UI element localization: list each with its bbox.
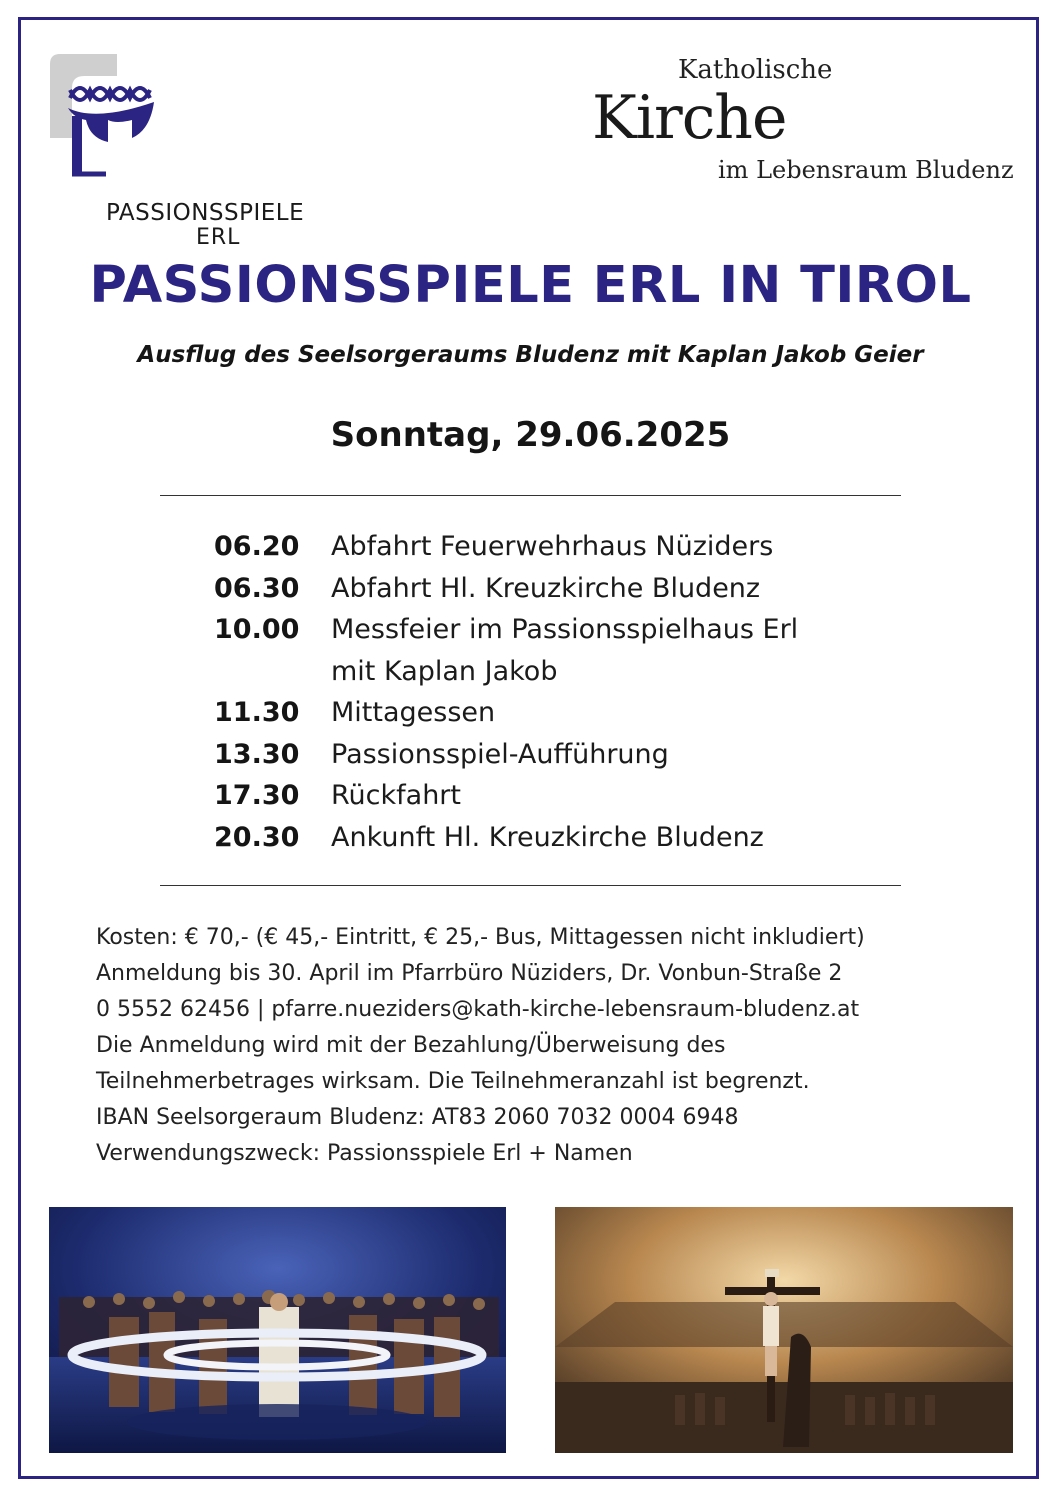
info-costs: Kosten: € 70,- (€ 45,- Eintritt, € 25,- Bus, Mittagessen nicht inkludiert) bbox=[96, 925, 865, 950]
info-payment-note: Die Anmeldung wird mit der Bezahlung/Überweisung des bbox=[96, 1033, 726, 1058]
schedule-desc: mit Kaplan Jakob bbox=[331, 655, 558, 687]
info-iban: IBAN Seelsorgeraum Bludenz: AT83 2060 7032 0004 6948 bbox=[96, 1105, 739, 1130]
schedule-desc: Ankunft Hl. Kreuzkirche Bludenz bbox=[331, 821, 764, 853]
schedule-row bbox=[214, 817, 914, 859]
schedule-row bbox=[214, 526, 914, 568]
info-block bbox=[96, 920, 996, 1172]
schedule-row bbox=[214, 651, 914, 693]
schedule-time: 17.30 bbox=[214, 780, 300, 811]
church-logo-line2: Kirche bbox=[592, 83, 787, 153]
schedule-time bbox=[214, 651, 331, 693]
crown-of-thorns-icon bbox=[46, 50, 166, 180]
schedule-time: 13.30 bbox=[214, 738, 300, 770]
schedule-time: 10.00 bbox=[214, 614, 300, 645]
schedule-row bbox=[214, 568, 914, 610]
info-payment-note-2: Teilnehmerbetrages wirksam. Die Teilnehmeranzahl ist begrenzt. bbox=[96, 1069, 810, 1094]
crucifixion-photo bbox=[555, 1207, 1013, 1453]
schedule-row bbox=[214, 775, 914, 817]
last-supper-photo bbox=[49, 1207, 506, 1453]
schedule-desc: Rückfahrt bbox=[331, 780, 461, 811]
schedule-desc: Abfahrt Feuerwehrhaus Nüziders bbox=[331, 531, 774, 562]
info-reference: Verwendungszweck: Passionsspiele Erl + Namen bbox=[96, 1141, 633, 1166]
page-subtitle: Ausflug des Seelsorgeraums Bludenz mit Kaplan Jakob Geier bbox=[137, 342, 924, 368]
schedule-time: 20.30 bbox=[214, 821, 300, 853]
schedule-list bbox=[214, 526, 914, 858]
katholische-kirche-logo bbox=[590, 55, 1020, 195]
logo-text-line2: ERL bbox=[196, 225, 241, 250]
info-registration: Anmeldung bis 30. April im Pfarrbüro Nüziders, Dr. Vonbun-Straße 2 bbox=[96, 961, 843, 986]
schedule-time: 11.30 bbox=[214, 697, 300, 728]
schedule-desc: Passionsspiel-Aufführung bbox=[331, 738, 669, 770]
church-logo-line3: im Lebensraum Bludenz bbox=[718, 156, 1014, 184]
schedule-row bbox=[214, 692, 914, 734]
schedule-time: 06.30 bbox=[214, 572, 300, 604]
schedule-row bbox=[214, 609, 914, 651]
info-contact: 0 5552 62456 | pfarre.nueziders@kath-kirche-lebensraum-bludenz.at bbox=[96, 997, 860, 1022]
page-title: PASSIONSSPIELE ERL IN TIROL bbox=[89, 256, 972, 315]
passionsspiele-logo bbox=[46, 50, 336, 250]
schedule-desc: Mittagessen bbox=[331, 697, 496, 728]
event-date: Sonntag, 29.06.2025 bbox=[330, 415, 731, 455]
church-logo-line1: Katholische bbox=[678, 55, 833, 85]
logo-text-line1: PASSIONSSPIELE bbox=[106, 200, 305, 226]
schedule-desc: Messfeier im Passionsspielhaus Erl bbox=[331, 614, 799, 645]
schedule-desc: Abfahrt Hl. Kreuzkirche Bludenz bbox=[331, 572, 761, 604]
schedule-time: 06.20 bbox=[214, 531, 300, 562]
divider-top bbox=[160, 495, 901, 496]
schedule-row bbox=[214, 734, 914, 776]
divider-bottom bbox=[160, 885, 901, 886]
